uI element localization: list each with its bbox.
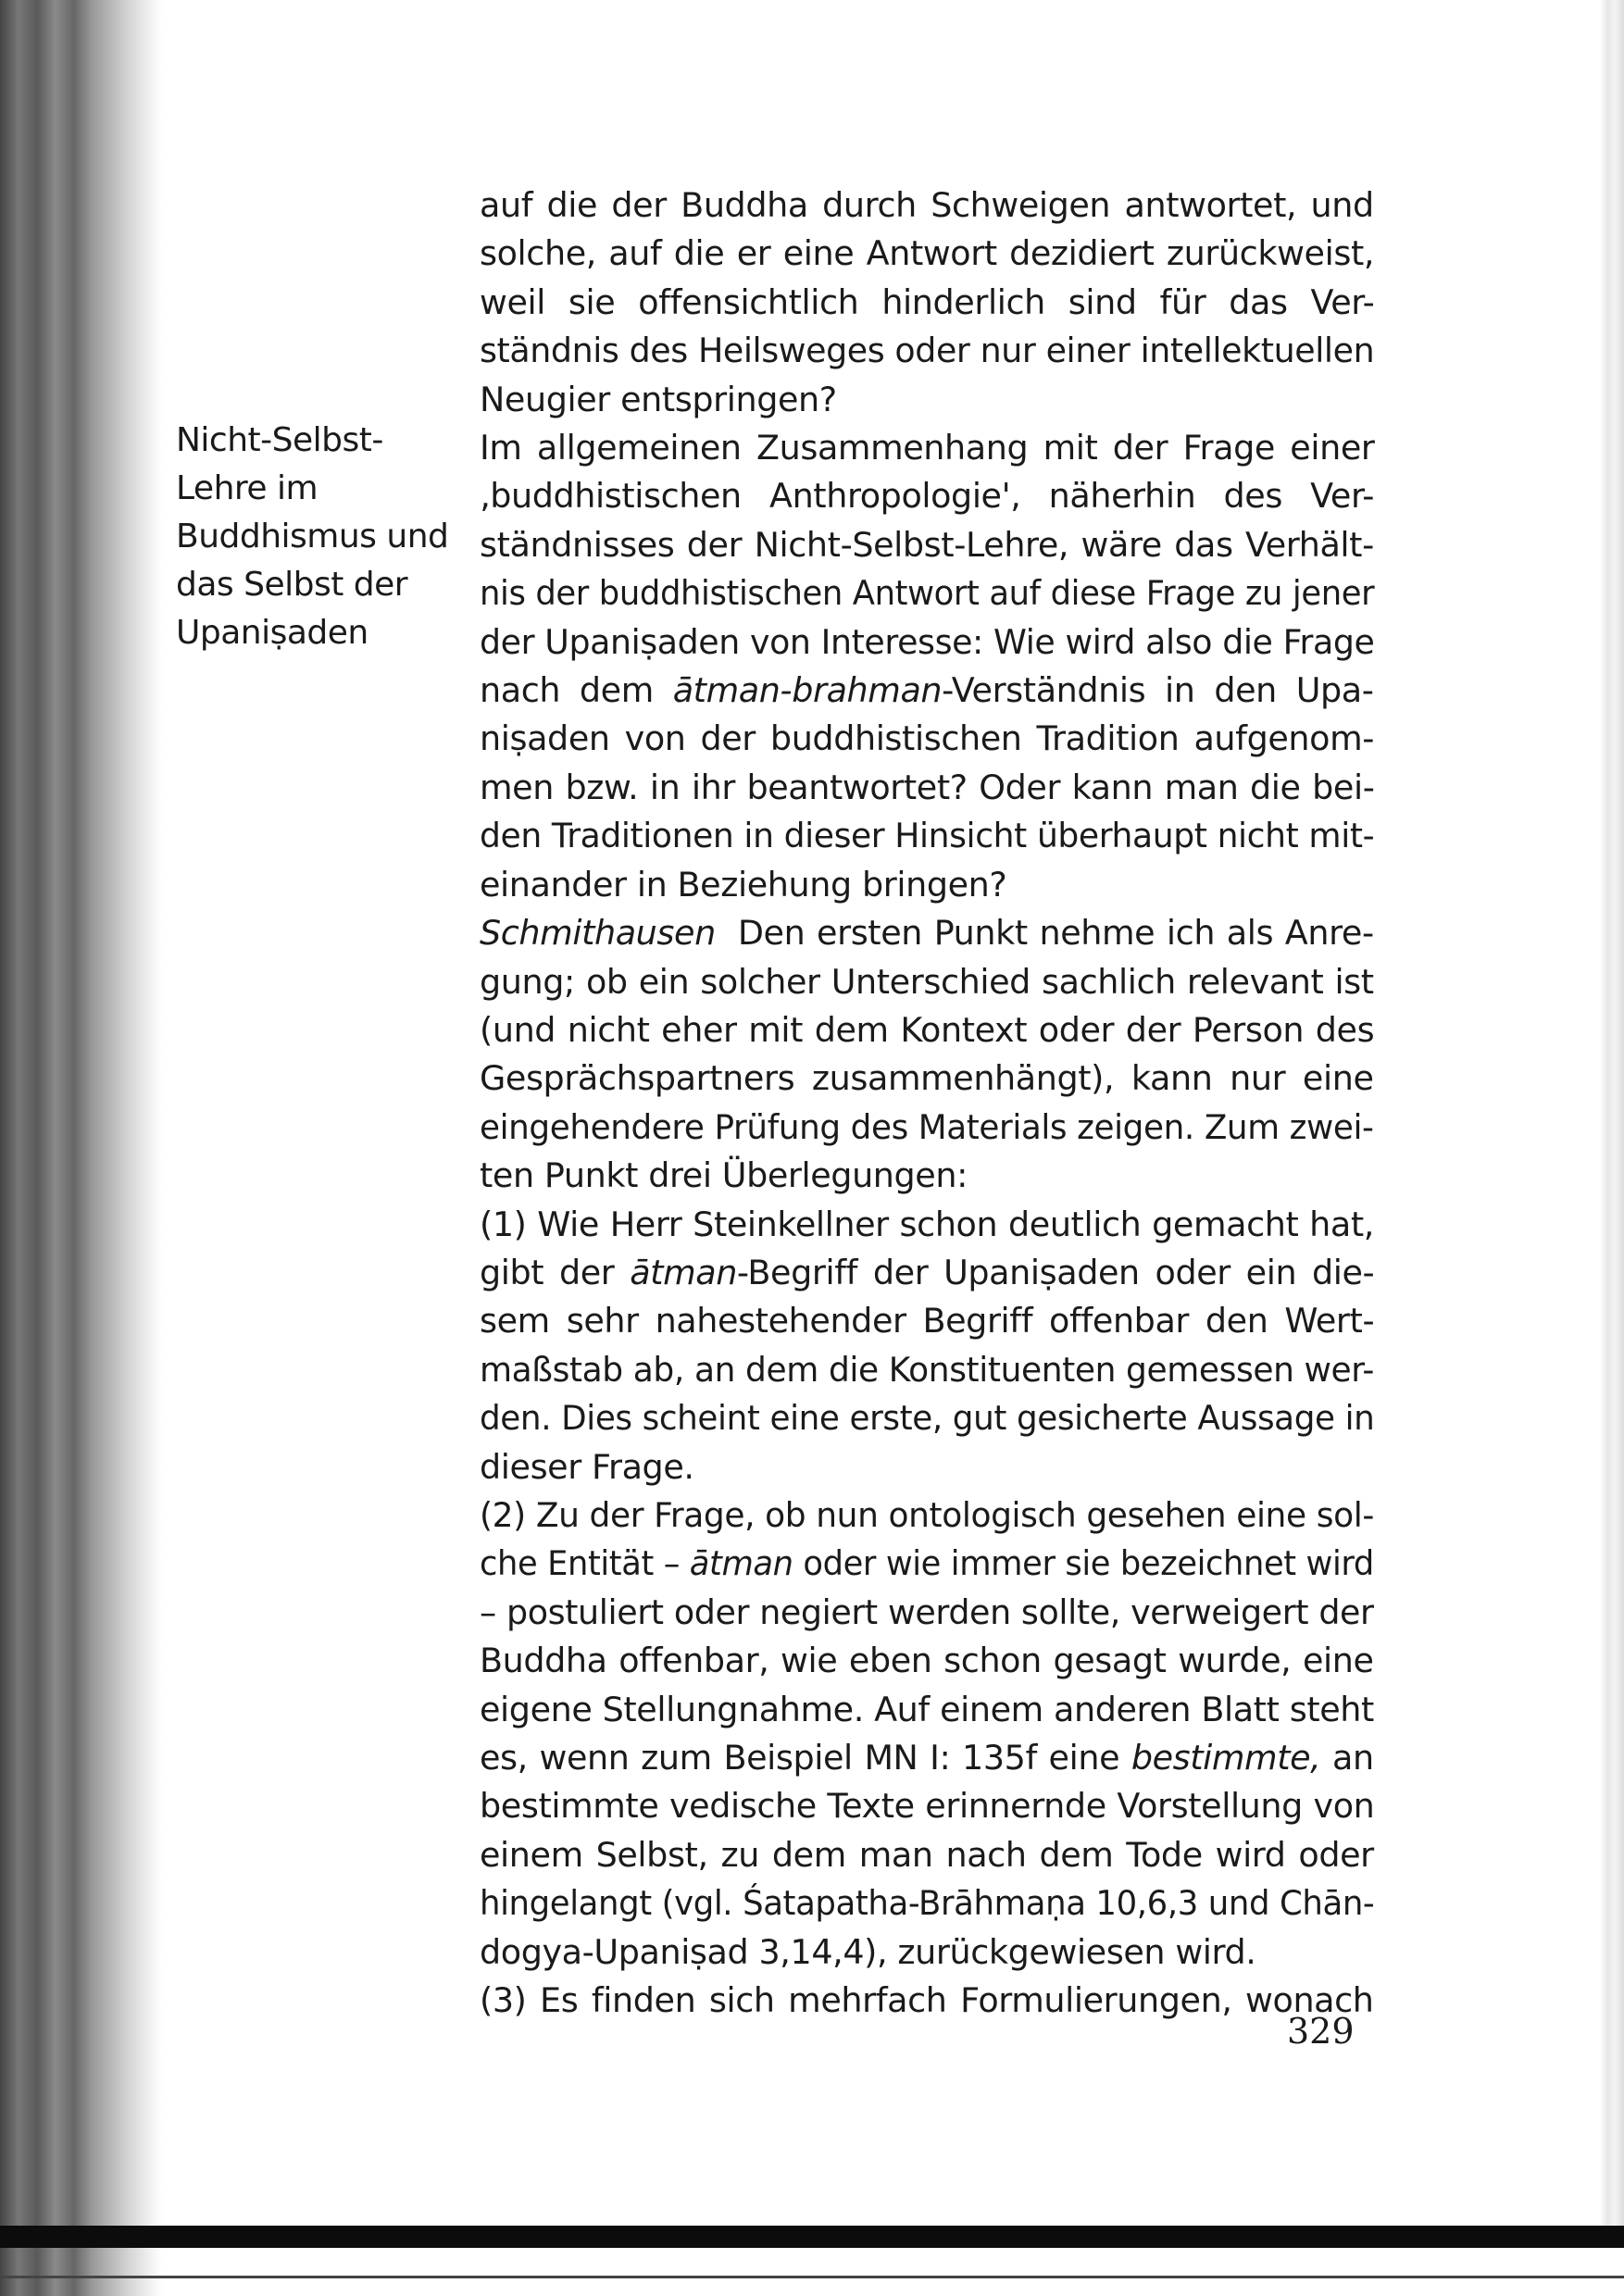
text-line: der Upaniṣaden von Interesse: Wie wird also die Frage <box>480 621 1375 662</box>
text-line: Gesprächspartners zusammenhängt), kann nur eine <box>480 1058 1374 1099</box>
book-gutter-shadow <box>0 0 162 2296</box>
page-number: 329 <box>1287 2011 1355 2052</box>
text-line: dieser Frage. <box>480 1446 694 1487</box>
text-line: (2) Zu der Frage, ob nun ontologisch gesehen eine sol- <box>480 1494 1374 1535</box>
text-line: Buddha offenbar, wie eben schon gesagt wurde, eine <box>480 1641 1374 1681</box>
text-line: hingelangt (vgl. Śatapatha-Brāhmaṇa 10,6,3 und Chān- <box>480 1883 1375 1924</box>
text-line: Schmithausen Den ersten Punkt nehme ich als Anre- <box>480 913 1374 954</box>
text-line: che Entität – ātman oder wie immer sie bezeichnet wird <box>480 1543 1374 1584</box>
text-line: (und nicht eher mit dem Kontext oder der Person des <box>480 1009 1375 1050</box>
text-line: gung; ob ein solcher Unterschied sachlich relevant ist <box>480 961 1374 1002</box>
text-line: Im allgemeinen Zusammenhang mit der Frage einer <box>480 428 1375 468</box>
text-line: den Traditionen in dieser Hinsicht überhaupt nicht mit- <box>480 816 1375 856</box>
margin-note-line: Buddhismus und <box>176 518 449 555</box>
text-line: men bzw. in ihr beantwortet? Oder kann man die bei- <box>480 767 1375 807</box>
text-line: ständnis des Heilsweges oder nur einer intellektuellen <box>480 331 1375 371</box>
margin-note <box>176 417 454 657</box>
text-line: Neugier entspringen? <box>480 379 837 419</box>
body-text <box>480 181 1374 2025</box>
text-line: weil sie offensichtlich hinderlich sind für das Ver- <box>480 281 1375 322</box>
text-line: bestimmte vedische Texte erinnernde Vorstellung von <box>480 1786 1375 1827</box>
italic-term: ātman <box>630 1252 737 1292</box>
text-line: nach dem ātman-brahman-Verständnis in den Upa- <box>480 670 1374 711</box>
text-line: ‚buddhistischen Anthropologie', näherhin des Ver- <box>480 476 1374 517</box>
text-line: nis der buddhistischen Antwort auf diese Frage zu jener <box>480 573 1375 614</box>
text-line: maßstab ab, an dem die Konstituenten gemessen wer- <box>480 1349 1374 1390</box>
text-line: gibt der ātman-Begriff der Upaniṣaden oder ein die- <box>480 1252 1375 1292</box>
text-line: es, wenn zum Beispiel MN I: 135f eine bestimmte, an <box>480 1738 1374 1778</box>
text-line: solche, auf die er eine Antwort dezidiert zurückweist, <box>480 233 1375 274</box>
scan-bottom-band <box>0 2226 1624 2248</box>
text-line: niṣaden von der buddhistischen Tradition aufgenom- <box>480 718 1375 759</box>
text-line: (3) Es finden sich mehrfach Formulierungen, wonach <box>480 1980 1374 2021</box>
text-line: ständnisses der Nicht-Selbst-Lehre, wäre das Verhält- <box>480 524 1374 565</box>
text-line: dogya-Upaniṣad 3,14,4), zurückgewiesen wird. <box>480 1931 1256 1972</box>
margin-note-line: Lehre im <box>176 469 319 507</box>
speaker-name: Schmithausen <box>480 913 716 954</box>
text-line: einander in Beziehung bringen? <box>480 864 1007 905</box>
text-line: eingehendere Prüfung des Materials zeigen. Zum zwei- <box>480 1106 1374 1147</box>
margin-note-line: das Selbst der <box>176 566 408 604</box>
text-line: eigene Stellungnahme. Auf einem anderen Blatt steht <box>480 1689 1374 1729</box>
page-edge-right <box>1600 0 1624 2240</box>
text-line: (1) Wie Herr Steinkellner schon deutlich gemacht hat, <box>480 1204 1374 1244</box>
text-line: den. Dies scheint eine erste, gut gesicherte Aussage in <box>480 1398 1375 1439</box>
margin-note-line: Nicht-Selbst- <box>176 421 383 459</box>
italic-term: ātman-brahman <box>672 670 943 711</box>
text-line: auf die der Buddha durch Schweigen antwortet, und <box>480 185 1374 225</box>
text-line: sem sehr nahestehender Begriff offenbar den Wert- <box>480 1301 1375 1341</box>
margin-note-line: Upaniṣaden <box>176 614 369 652</box>
text-line: einem Selbst, zu dem man nach dem Tode wird oder <box>480 1834 1374 1875</box>
scan-bottom-line <box>0 2276 1624 2278</box>
text-line: – postuliert oder negiert werden sollte, verweigert der <box>480 1591 1374 1632</box>
text-line: ten Punkt drei Überlegungen: <box>480 1155 968 1196</box>
italic-term: ātman <box>689 1543 793 1584</box>
italic-term: bestimmte, <box>1131 1738 1321 1778</box>
